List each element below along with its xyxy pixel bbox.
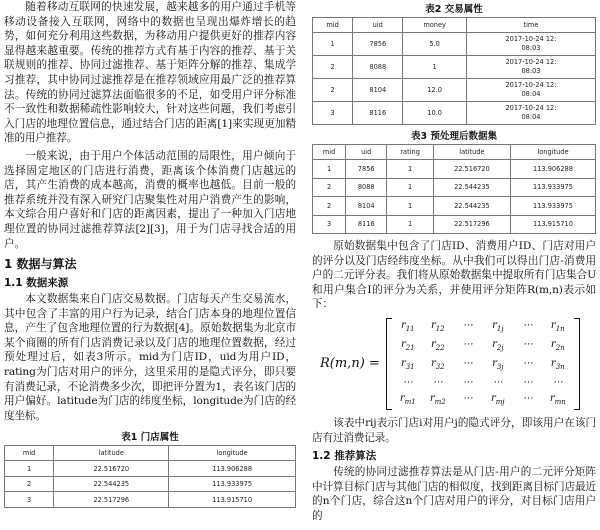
table-cell: 3 <box>313 102 353 125</box>
table-cell: 1 <box>313 33 353 56</box>
column-header: mid <box>313 145 346 160</box>
table-cell: 1 <box>387 197 434 216</box>
table-row <box>313 56 596 79</box>
rij-paragraph: 该表中rij表示门店i对用户j的隐式评分，即该用户在该门店有过消费记录。 <box>312 416 596 444</box>
table-row <box>5 461 296 477</box>
table-cell: 22.516720 <box>433 160 510 179</box>
table-cell: 113.933975 <box>510 178 595 197</box>
matrix-row <box>393 337 573 356</box>
table-cell: 3 <box>5 492 54 508</box>
intro-paragraph-1: 随着移动互联网的快速发展，越来越多的用户通过手机等移动设备接入互联网，网络中的数据也呈现出爆炸增长的趋势，如何充分利用这些数据，为移动用户提供更好的推荐内容显得越来越重要。传统的推荐方式有基于内容的推荐、基于关联规则的推荐、协同过滤推荐、基于矩阵分解的推荐、集成学习推荐，其中协同过滤推荐是在推荐领域应用最广泛的推荐算法。传统的协同过滤算法面临很多的不足，如受用户评分标准不一致性和数据稀疏性影响较大，针对这些问题，我们考虑引入门店的地理位置信息，通过结合门店的距离[1]来实现更加精准的用户推荐。 <box>4 1 296 145</box>
table-row <box>313 197 596 216</box>
matrix-entry: ⋯ <box>462 392 473 404</box>
matrix-entry: $r_{mj}$ <box>491 392 505 406</box>
matrix-entry: ⋯ <box>462 357 473 369</box>
table-row <box>5 476 296 492</box>
matrix-intro-paragraph: 原始数据集中包含了门店ID、消费用户ID、门店对用户的评分以及门店经纬度坐标。从中我们可以得出门店-消费用户的二元评分表。我们将从原始数据集中提取所有门店集合U和用户集合I的评分为关系，并使用评分矩阵R(m,n)表示如下： <box>312 240 596 311</box>
table-row <box>313 215 596 234</box>
table-cell: 12.0 <box>403 79 467 102</box>
table-cell: 22.516720 <box>54 461 169 477</box>
column-header: time <box>466 18 595 33</box>
matrix-row <box>393 318 573 337</box>
table-cell: 1 <box>387 215 434 234</box>
matrix-entry: ⋯ <box>522 338 533 350</box>
table-cell: 7856 <box>346 160 387 179</box>
table-row <box>313 102 596 125</box>
table-cell: 1 <box>387 178 434 197</box>
table-cell: 2017-10-24 12: 08:03 <box>466 56 595 79</box>
table1-store-attributes <box>4 445 296 508</box>
table-cell: 113.915710 <box>169 492 296 508</box>
table-cell: 3 <box>313 215 346 234</box>
table-row <box>313 178 596 197</box>
table2-transaction-attributes <box>312 17 596 125</box>
table-cell: 113.933975 <box>510 197 595 216</box>
rating-matrix-equation <box>320 318 596 410</box>
matrix-row <box>393 356 573 375</box>
table-header-row <box>5 446 296 461</box>
table-cell: 113.906288 <box>169 461 296 477</box>
section-1-heading: 1 数据与算法 <box>4 257 77 272</box>
table-row <box>5 492 296 508</box>
column-header: uid <box>346 145 387 160</box>
matrix-row <box>393 391 573 410</box>
table-row <box>313 33 596 56</box>
subsection-1-2-heading: 1.2 推荐算法 <box>312 450 377 463</box>
table-header-row <box>313 18 596 33</box>
matrix-entry: $r_{m2}$ <box>429 392 446 406</box>
matrix-entry: ⋯ <box>432 376 443 388</box>
matrix-entry: ⋯ <box>462 338 473 350</box>
column-header: money <box>403 18 467 33</box>
table-cell: 1 <box>403 56 467 79</box>
subsection-1-1-heading: 1.1 数据来源 <box>4 277 69 290</box>
table-cell: 22.517296 <box>433 215 510 234</box>
matrix-entry: $r_{22}$ <box>430 338 445 352</box>
matrix-entry: ⋯ <box>522 376 533 388</box>
matrix-entry: $r_{2n}$ <box>550 338 565 352</box>
matrix-entry: ⋯ <box>492 376 503 388</box>
data-source-paragraph: 本文数据集来自门店交易数据。门店每天产生交易流水，其中包含了丰富的用户行为记录，结合门店本身的地理位置信息，产生了包含地理位置的行为数据[4]。原始数据集为北京市某个商圈的所有门店消费记录以及门店的地理位置数据，经过预处理过后，如表3所示。mid为门店ID，uid为用户ID，rating为门店对用户的评分，这里采用的是隐式评分，即只要有消费记录，不论消费多少次，即把评分置为1，表名该门店的用户偏好。latitude为门店的纬度坐标，longitude为门店的经度坐标。 <box>4 293 296 422</box>
matrix-entry: ⋯ <box>462 319 473 331</box>
table-cell: 2017-10-24 12: 08:04 <box>466 102 595 125</box>
table-cell: 8088 <box>346 178 387 197</box>
table3-preprocessed-dataset <box>312 144 596 234</box>
table3-caption: 表3 预处理后数据集 <box>411 131 497 142</box>
table-cell: 8088 <box>353 56 403 79</box>
column-header: longitude <box>169 446 296 461</box>
table-cell: 113.915710 <box>510 215 595 234</box>
table-cell: 1 <box>313 160 346 179</box>
table-cell: 8104 <box>346 197 387 216</box>
matrix-entry: $r_{12}$ <box>430 319 445 333</box>
table-cell: 8104 <box>353 79 403 102</box>
table1-caption: 表1 门店属性 <box>121 432 179 444</box>
column-header: latitude <box>433 145 510 160</box>
table-cell: 2 <box>313 197 346 216</box>
column-header: longitude <box>510 145 595 160</box>
table-cell: 8116 <box>346 215 387 234</box>
column-header: uid <box>353 18 403 33</box>
table-cell: 2 <box>313 56 353 79</box>
table-cell: 22.544235 <box>54 476 169 492</box>
matrix-entry: ⋯ <box>522 319 533 331</box>
matrix-entry: ⋯ <box>402 376 413 388</box>
table-cell: 1 <box>387 160 434 179</box>
algorithm-paragraph: 传统的协同过滤推荐算法是从门店-用户的二元评分矩阵中计算目标门店与其他门店的相似度，找到距离目标门店最近的n个门店，综合这n个门店对用户的评分，对目标门店用户的 <box>312 466 596 522</box>
matrix-entry: ⋯ <box>522 392 533 404</box>
table-cell: 22.544235 <box>433 178 510 197</box>
table-cell: 10.0 <box>403 102 467 125</box>
matrix-entry: $r_{mn}$ <box>549 392 566 406</box>
matrix-entry: $r_{2j}$ <box>492 338 504 352</box>
table-cell: 22.517296 <box>54 492 169 508</box>
left-column <box>4 0 296 508</box>
right-column <box>312 0 596 524</box>
matrix-entry: $r_{31}$ <box>400 357 415 371</box>
matrix-row <box>393 375 573 391</box>
table-cell: 7856 <box>353 33 403 56</box>
column-header: mid <box>5 446 54 461</box>
table-cell: 2 <box>5 476 54 492</box>
matrix-entry: ⋯ <box>462 376 473 388</box>
column-header: rating <box>387 145 434 160</box>
table2-caption: 表2 交易属性 <box>425 4 483 15</box>
column-header: latitude <box>54 446 169 461</box>
table-cell: 5.0 <box>403 33 467 56</box>
matrix-entry: ⋯ <box>552 376 563 388</box>
table-cell: 113.933975 <box>169 476 296 492</box>
table-cell: 113.906288 <box>510 160 595 179</box>
table-cell: 1 <box>5 461 54 477</box>
matrix-grid <box>386 318 580 410</box>
table-cell: 22.544235 <box>433 197 510 216</box>
matrix-entry: $r_{32}$ <box>430 357 445 371</box>
intro-paragraph-2: 一般来说，由于用户个体活动范围的局限性，用户倾向于选择固定地区的门店进行消费，距离该个体消费门店越远的店，其产生消费的成本越高，消费的概率也越低。目前一般的推荐系统并没有深入研究门店聚集性对用户消费产生的影响，本文综合用户喜好和门店的距离因素，提出了一种加入门店地理位置的协同过滤推荐算法[2][3]，用于为门店寻找合适的用户。 <box>4 149 296 250</box>
matrix-entry: $r_{11}$ <box>400 319 415 333</box>
table-cell: 8116 <box>353 102 403 125</box>
matrix-entry: ⋯ <box>522 357 533 369</box>
table-row <box>313 160 596 179</box>
table-header-row <box>313 145 596 160</box>
table-cell: 2 <box>313 79 353 102</box>
matrix-label: R(m,n) = <box>320 356 380 372</box>
matrix-entry: $r_{m1}$ <box>399 392 416 406</box>
table-cell: 2 <box>313 178 346 197</box>
matrix-entry: $r_{3j}$ <box>492 357 504 371</box>
table-cell: 2017-10-24 12: 08:03 <box>466 33 595 56</box>
column-header: mid <box>313 18 353 33</box>
matrix-entry: $r_{21}$ <box>400 338 415 352</box>
matrix-entry: $r_{3n}$ <box>550 357 565 371</box>
matrix-entry: $r_{1j}$ <box>492 319 504 333</box>
table-cell: 2017-10-24 12: 08:04 <box>466 79 595 102</box>
matrix-entry: $r_{1n}$ <box>550 319 565 333</box>
table-row <box>313 79 596 102</box>
